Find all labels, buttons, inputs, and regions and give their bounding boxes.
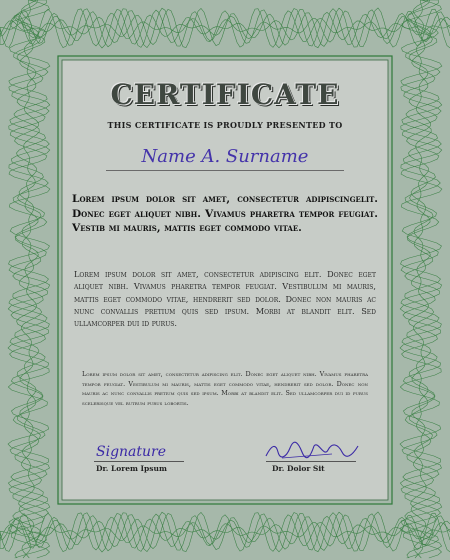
recipient-name: Name A. Surname bbox=[141, 146, 309, 167]
presented-to-label: THIS CERTIFICATE IS PROUDLY PRESENTED TO bbox=[107, 120, 343, 130]
signature-left-name: Dr. Lorem Ipsum bbox=[96, 464, 167, 473]
signature-right-line bbox=[266, 461, 356, 462]
body-paragraph: Lorem ipsum dolor sit amet, consectetur adipiscing elit. Donec eget aliquet nibh. Vivamus pharetra tempor feugiat. Vestibulum mi mauris, mattis eget commodo vitae, hendrerit sed dolor. Donec non mauris ac nunc convallis pretium quis sed ipsum. Morbi at blandit elit. Sed ullamcorper dui id purus. bbox=[74, 269, 376, 329]
certificate-panel bbox=[66, 64, 384, 496]
certificate-title: CERTIFICATE bbox=[110, 78, 340, 111]
recipient-name-underline bbox=[106, 170, 344, 171]
lead-paragraph: Lorem ipsum dolor sit amet, consectetur adipiscingelit. Donec eget aliquet nibh. Vivamus pharetra tempor feugiat. Vestib mi mauris, mattis eget commodo vitae. bbox=[72, 193, 378, 234]
signature-right-name: Dr. Dolor Sit bbox=[272, 464, 325, 473]
signature-right-scribble bbox=[262, 438, 362, 462]
signature-left-script: Signature bbox=[96, 444, 167, 460]
signature-left-line bbox=[94, 461, 184, 462]
fine-print-paragraph: Lorem ipsum dolor sit amet, consectetur adipiscing elit. Donec eget aliquet nibh. Vivamus pharetra tempor feugiat. Vestibulum mi mauris, mattis eget commodo vitae, hendrerit sed dolor. Donec non mauris ac nunc convallis pretium quis sed ipsum. Morbi at blandit elit. Sed ullamcorper dui id purus scelerisque vel rutrum purus lobortis. bbox=[82, 370, 368, 407]
